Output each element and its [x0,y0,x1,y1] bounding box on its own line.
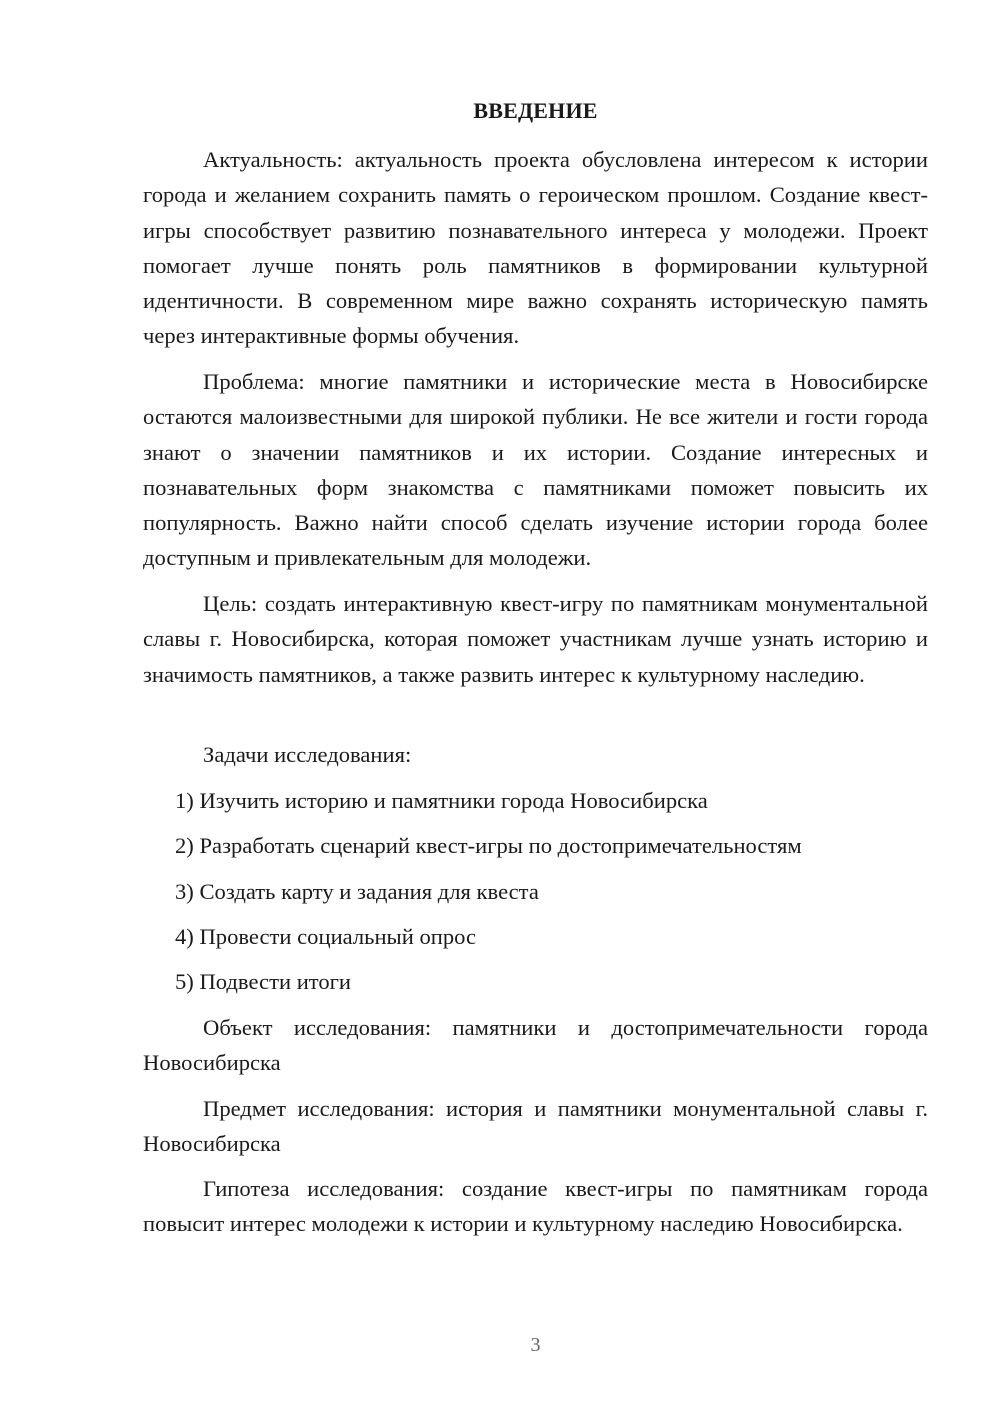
page-title: ВВЕДЕНИЕ [473,98,598,123]
task-item: 4) Провести социальный опрос [175,924,477,949]
object-paragraph: Объект исследования: памятники и достопримечательности города Новосибирска [143,1015,928,1076]
problem-paragraph: Проблема: многие памятники и исторические места в Новосибирске остаются малоизвестными для широкой публики. Не все жители и гости города знают о значении памятников и их истории. Создание интересных и познавательных форм знакомства с памятниками поможет повысить их популярность. Важно найти способ сделать изучение истории города более доступным и привлекательным для молодежи. [143,369,928,571]
subject-paragraph: Предмет исследования: история и памятники монументальной славы г. Новосибирска [143,1096,928,1157]
task-item: 2) Разработать сценарий квест-игры по достопримечательностям [175,833,802,858]
goal-paragraph: Цель: создать интерактивную квест-игру по памятникам монументальной славы г. Новосибирска, которая поможет участникам лучше узнать историю и значимость памятников, а также развить интерес к культурному наследию. [143,591,928,687]
task-item: 3) Создать карту и задания для квеста [175,879,539,904]
document-page [143,0,928,1414]
relevance-paragraph: Актуальность: актуальность проекта обусловлена интересом к истории города и желанием сохранить память о героическом прошлом. Создание квест-игры способствует развитию познавательного интереса у молодежи. Проект помогает лучше понять роль памятников в формировании культурной идентичности. В современном мире важно сохранять историческую память через интерактивные формы обучения. [143,147,928,349]
task-item: 5) Подвести итоги [175,969,352,994]
task-item: 1) Изучить историю и памятники города Новосибирска [175,788,708,813]
page-number: 3 [530,1334,541,1356]
tasks-heading: Задачи исследования: [203,742,412,767]
hypothesis-paragraph: Гипотеза исследования: создание квест-игры по памятникам города повысит интерес молодежи к истории и культурному наследию Новосибирска. [143,1176,928,1237]
